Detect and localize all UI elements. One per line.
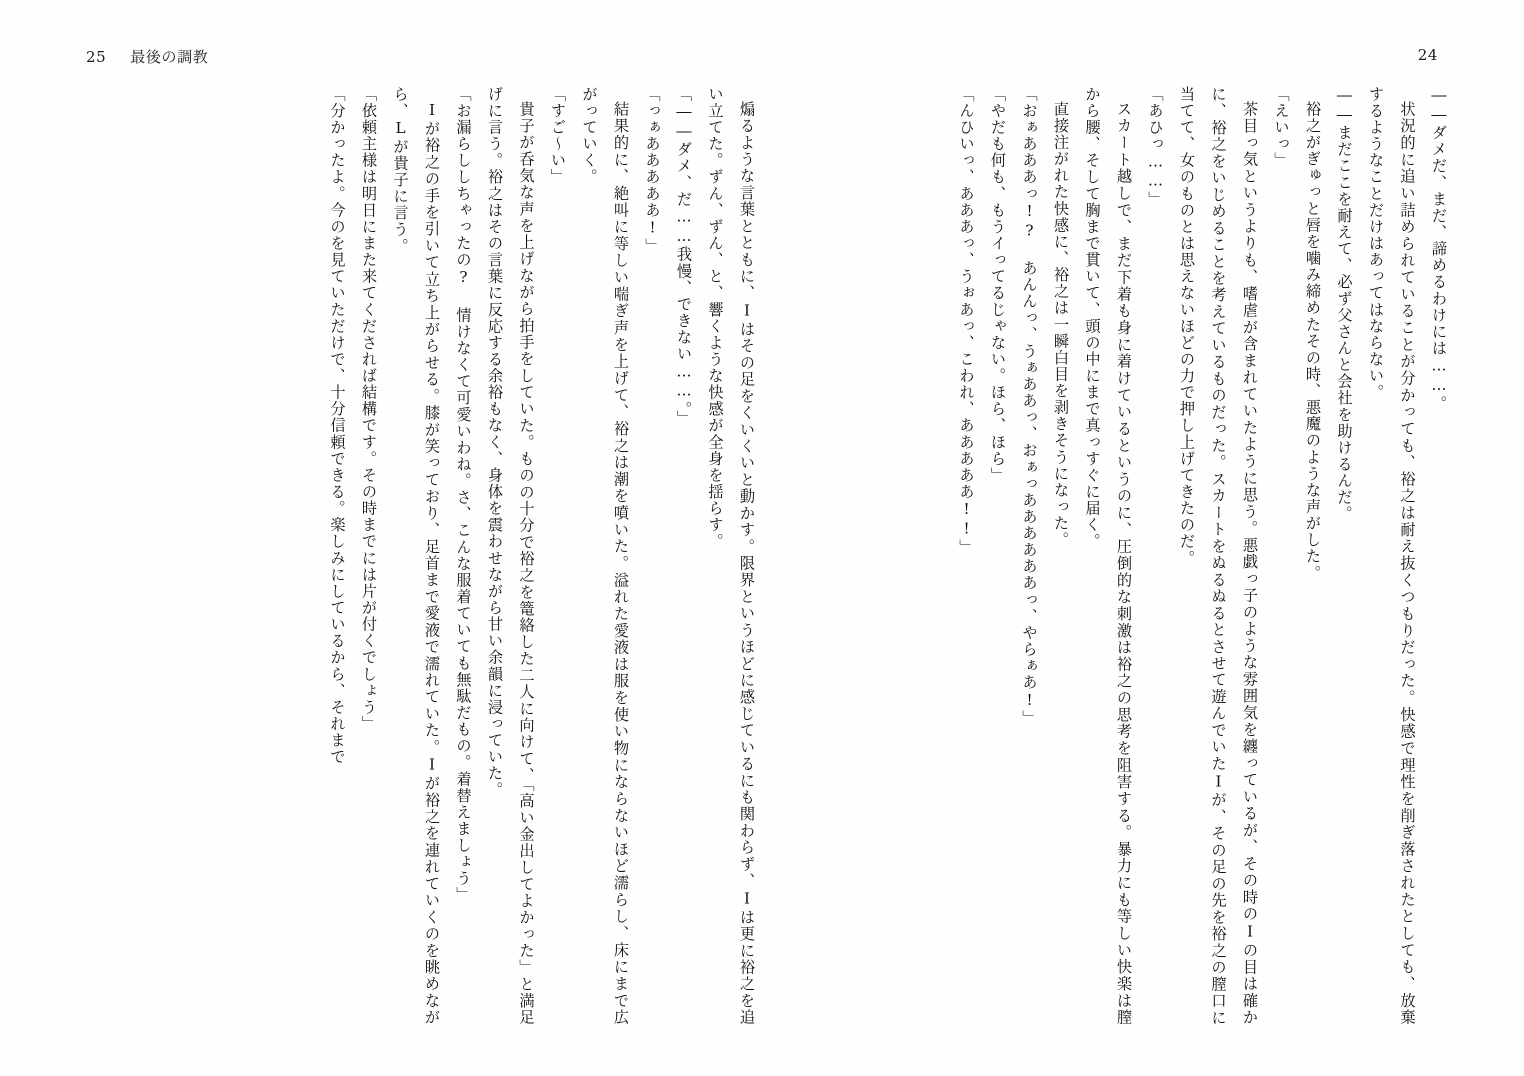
- paragraph: 結果的に、絶叫に等しい喘ぎ声を上げて、裕之は潮を噴いた。溢れた愛液は服を使い物にならないほど濡らし、床にまで広がっていく。: [580, 86, 630, 1026]
- paragraph: 「っぁあああああ!」: [643, 86, 662, 255]
- paragraph: 「分かったよ。今のを見ていただけで、十分信頼できる。楽しみにしているから、それまで: [328, 86, 347, 766]
- paragraph: 裕之がぎゅっと唇を噛み締めたその時、悪魔のような声がした。: [1304, 101, 1322, 582]
- paragraph: スカート越しで、まだ下着も身に着けているというのに、圧倒的な刺激は裕之の思考を阻害する。暴力にも等しい快楽は膣から腰、そして胸まで貫いて、頭の中にまで真っすぐに届く。: [1083, 86, 1133, 1026]
- paragraph: 「すご～い」: [549, 86, 567, 186]
- paragraph: 「やだも何も、もうイってるじゃない。ほら、ほら」: [989, 86, 1007, 484]
- paragraph: 「あひっ……」: [1146, 86, 1165, 208]
- running-head-right: [1418, 46, 1438, 64]
- paragraph: ――ダメだ、まだ、諦めるわけには……。: [1430, 86, 1448, 412]
- book-title-left: 最後の調教: [130, 48, 209, 66]
- paragraph: 茶目っ気というよりも、嗜虐が含まれていたように思う。悪戯っ子のような雰囲気を纏っているが、その時のIの目は確かに、裕之をいじめることを考えているものだった。スカートをぬるぬるとさせて遊んでいたIが、その足の先を裕之の膣口に当てて、女のものとは思えないほどの力で押し上げてきたのだ。: [1178, 86, 1259, 1026]
- paragraph: 「お漏らししちゃったの? 情けなくて可愛いわね。さ、こんな服着ていても無駄だもの。着替えましょう」: [454, 86, 473, 904]
- paragraph: Iが裕之の手を引いて立ち上がらせる。膝が笑っており、足首まで愛液で濡れていた。Iが裕之を連れていくのを眺めながら、Lが貴子に言う。: [391, 86, 441, 1026]
- paragraph: 直接注がれた快感に、裕之は一瞬白目を剥きそうになった。: [1052, 101, 1070, 549]
- paragraph: 「依頼主様は明日にまた来てくだされば結構です。その時までには片が付くでしょう」: [360, 86, 378, 733]
- paragraph: 貴子が呑気な声を上げながら拍手をしていた。ものの十分で裕之を篭絡した二人に向けて、「高い金出してよかった」と満足げに言う。裕之はその言葉に反応する余裕もなく、身体を震わせながら甘い余韻に浸っていた。: [486, 86, 536, 1026]
- running-head-left: [86, 46, 208, 67]
- paragraph: 煽るような言葉とともに、Iはその足をくいくいと動かす。限界というほどに感じているにも関わらず、Iは更に裕之を追い立てた。ずん、ずん、と、響くような快感が全身を揺らす。: [706, 86, 756, 1026]
- page-number-left: 25: [86, 48, 107, 66]
- paragraph: 「えいっ」: [1272, 86, 1291, 169]
- paragraph: ――まだここを耐えて、必ず父さんと会社を助けるんだ。: [1335, 86, 1354, 523]
- paragraph: 「んひいっ、あああっ、うぉあっ、こわれ、あああああ!!」: [957, 86, 976, 556]
- page-number-right: 24: [1417, 46, 1438, 64]
- text-spread: [70, 86, 1454, 1026]
- page-body-left: [70, 86, 762, 1026]
- paragraph: 「おぁあああっ!? あんんっ、うぁああっ、おぁっああああああっ、やらぁあ!」: [1020, 86, 1039, 727]
- paragraph: 「――ダメ、だ……我慢、できない……。」: [675, 86, 693, 427]
- page-body-right: [762, 86, 1454, 1026]
- paragraph: 状況的に追い詰められていることが分かっても、裕之は耐え抜くつもりだった。快感で理性を削ぎ落されたとしても、放棄するようなことだけはあってはならない。: [1367, 86, 1417, 1026]
